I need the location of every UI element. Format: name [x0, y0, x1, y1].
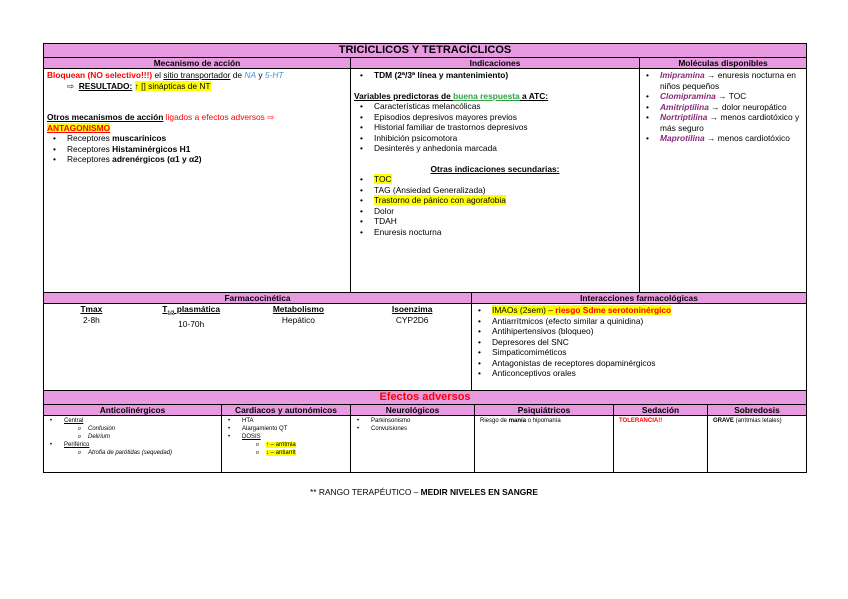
tmax-cell [44, 304, 139, 390]
adverse-body-row [44, 416, 806, 472]
metabolism-value: Hepático [281, 314, 315, 325]
molecule-item [640, 102, 803, 113]
receptor-name: Histaminérgicos H1 [112, 143, 191, 154]
predictor-text: Desinterés y anhedonia marcada [374, 143, 497, 153]
receptor-list [47, 133, 347, 165]
sedation-header: Sedación [614, 405, 708, 415]
other-indication-text: Trastorno de pánico con agorafobia [374, 195, 506, 205]
neuro-item-text: Convulsiones [371, 426, 408, 432]
interaction-item [472, 358, 803, 369]
predictor-item [354, 101, 636, 112]
footer-prefix: ** RANGO TERAPÉUTICO – [310, 487, 421, 497]
central-subitem-text: Delirium [88, 434, 111, 440]
receptor-prefix: Receptores [67, 154, 113, 164]
thalf-prefix: T [162, 304, 168, 314]
interaction-text: Anticonceptivos orales [492, 368, 576, 378]
molecules-column [640, 58, 806, 292]
molecule-name: Amitriptilina [660, 101, 709, 112]
mechanism-column [44, 58, 351, 292]
predictors-title-green: buena respuesta [453, 90, 520, 101]
overdose-header: Sobredosis [708, 405, 806, 415]
interaction-imao-a: IMAOs (2sem) – [492, 305, 556, 315]
arrow-right-icon: ⇨ [67, 80, 75, 91]
indications-column [351, 58, 640, 292]
cardiac-list [222, 417, 350, 433]
other-mechanisms-label: Otros mecanismos de acción [47, 112, 164, 122]
sedation-text: TOLERANCIA!! [619, 418, 663, 424]
dose-subitem-text: ↑ – arritmia [266, 442, 296, 448]
neuro-list [351, 417, 474, 433]
neuro-item [351, 425, 474, 433]
interaction-text: Antiarrítmicos (efecto similar a quinidina) [492, 315, 644, 326]
other-indication-item [354, 206, 636, 217]
main-indication-text: TDM (2ª/3ª línea y mantenimiento) [374, 70, 509, 80]
molecule-desc: → menos cardiotóxico [704, 133, 790, 143]
interaction-text: Antagonistas de receptores dopaminérgicos [492, 357, 656, 368]
receptor-item [47, 133, 347, 144]
table-title: TRICÍCLICOS Y TETRACÍCLICOS [44, 44, 806, 58]
other-indication-item [354, 195, 636, 206]
cardiac-cell [222, 416, 351, 472]
predictor-item [354, 133, 636, 144]
pk-header: Farmacocinética [44, 293, 471, 304]
molecules-body [640, 69, 806, 146]
adverse-headers-row [44, 405, 806, 416]
peripheral-sublist [72, 449, 182, 457]
neuro-item [351, 417, 474, 425]
pk-body [44, 304, 471, 390]
molecule-name: Nortriptilina [660, 112, 708, 122]
result-label: RESULTADO: [78, 80, 133, 91]
anticholinergic-header: Anticolinérgicos [44, 405, 222, 415]
peripheral-label: Periférico [64, 442, 90, 448]
mechanism-block-line [47, 70, 347, 81]
cardiac-item-text: HTA [242, 418, 254, 424]
predictor-list [354, 101, 636, 154]
pk-column [44, 293, 472, 390]
overdose-cell [708, 416, 806, 472]
dose-subitem [250, 449, 350, 457]
thalf-cell [139, 304, 244, 390]
molecule-name: Maprotilina [660, 133, 705, 143]
tmax-label: Tmax [80, 304, 103, 314]
interaction-item [472, 347, 803, 358]
dose-subitem-text: ↓ – antiarrit [266, 450, 296, 456]
result-line [47, 81, 347, 92]
predictor-item [354, 112, 636, 123]
other-indication-item [354, 227, 636, 238]
other-indication-text: Dolor [374, 205, 395, 216]
block-de-text: de [230, 70, 245, 80]
molecule-desc: → dolor neuropático [708, 101, 787, 112]
peripheral-subitem [72, 449, 182, 457]
molecule-list [640, 70, 803, 144]
molecule-item [640, 112, 803, 133]
antagonism-label: ANTAGONISMO [47, 122, 111, 133]
cardiac-item [222, 417, 350, 425]
dosis-item [222, 433, 350, 457]
mechanism-body [44, 69, 350, 292]
interaction-text: Depresores del SNC [492, 336, 569, 347]
molecule-item [640, 91, 803, 102]
cardiac-item-text: Alargamiento QT [242, 426, 288, 432]
central-label: Central [64, 418, 84, 424]
receptor-name: muscarínicos [112, 133, 167, 143]
molecule-item [640, 133, 803, 144]
psych-text-bold: manía [508, 418, 527, 424]
tmax-value: 2-8h [83, 314, 100, 325]
thalf-label [139, 304, 244, 319]
peripheral-subitem-text: Atrofia de parótidas (sequedad) [88, 450, 173, 456]
main-indication [354, 70, 636, 81]
predictor-text: Inhibición psicomotora [374, 132, 458, 143]
overdose-bold: GRAVE [713, 418, 734, 424]
anticholinergic-cell [44, 416, 222, 472]
section-pk-interactions [44, 293, 806, 391]
interactions-body [472, 304, 806, 381]
molecule-desc: → menos cardiotóxico y más seguro [660, 112, 800, 133]
other-indications-title-text: Otras indicaciones secundarias: [430, 163, 560, 174]
molecule-desc: → TOC [715, 91, 747, 101]
predictors-title-a: Variables predictoras de [354, 90, 454, 101]
interaction-imao-text [492, 305, 671, 315]
5ht-text: 5-HT [264, 70, 284, 80]
psych-text-a: Riesgo de [480, 418, 509, 424]
molecule-item [640, 70, 803, 91]
other-mechanisms-line [47, 112, 347, 123]
interactions-header: Interacciones farmacológicas [472, 293, 806, 304]
central-item [44, 417, 221, 441]
interactions-column [472, 293, 806, 390]
interaction-imao-b: riesgo Sdme serotoninérgico [555, 305, 672, 315]
isoenzyme-cell [353, 304, 471, 390]
receptor-item [47, 144, 347, 155]
interaction-item [472, 326, 803, 337]
neuro-header: Neurológicos [351, 405, 475, 415]
metabolism-label: Metabolismo [272, 304, 324, 314]
main-indication-list [354, 70, 636, 81]
interaction-item [472, 368, 803, 379]
psych-text-b: o hipomanía [526, 418, 561, 424]
predictor-text: Características melancólicas [374, 101, 481, 111]
interaction-imao [472, 305, 803, 316]
central-subitem-text: Confusión [88, 426, 116, 432]
indications-header: Indicaciones [351, 58, 639, 69]
footer-note [0, 487, 848, 498]
section-mechanism-indications [44, 58, 806, 293]
receptor-prefix: Receptores [67, 143, 113, 154]
result-text: ↑ [] sinápticas de NT [134, 80, 211, 91]
footer-bold: MEDIR NIVELES EN SANGRE [420, 487, 538, 497]
dosis-label: DOSIS [242, 434, 261, 440]
antagonism-line [47, 123, 347, 134]
receptor-item [47, 154, 347, 165]
thalf-value: 10-70h [178, 319, 205, 330]
predictors-title-b: a ATC: [519, 90, 549, 101]
na-text: NA [244, 70, 257, 80]
cardiac-item [222, 425, 350, 433]
neuro-item-text: Parkinsonismo [371, 418, 411, 424]
central-subitem [72, 425, 221, 433]
isoenzyme-value: CYP2D6 [395, 314, 429, 325]
central-sublist [72, 425, 221, 441]
other-indication-text: Enuresis nocturna [374, 226, 442, 237]
predictors-title [354, 91, 636, 102]
other-mechanisms-red: ligados a efectos adversos ⇨ [163, 112, 275, 122]
cardiac-header: Cardiacos y autonómicos [222, 405, 351, 415]
molecules-header: Moléculas disponibles [640, 58, 806, 69]
other-indication-text: TOC [374, 174, 392, 184]
anticholinergic-list [44, 417, 221, 457]
receptor-prefix: Receptores [67, 133, 113, 143]
interaction-item [472, 316, 803, 327]
predictor-text: Historial familiar de trastornos depresivos [374, 122, 528, 132]
predictor-text: Episodios depresivos mayores previos [374, 111, 517, 122]
block-red-text: Bloquean (NO selectivo!!!) [47, 70, 153, 80]
other-indication-text: TAG (Ansiedad Generalizada) [374, 184, 486, 195]
neuro-cell [351, 416, 475, 472]
other-indications-title [354, 164, 636, 175]
sedation-cell [614, 416, 708, 472]
central-subitem [72, 433, 221, 441]
block-site-text: sitio transportador [163, 70, 231, 80]
psych-cell [475, 416, 614, 472]
other-indication-item [354, 185, 636, 196]
interaction-item [472, 337, 803, 348]
indications-body [351, 69, 639, 292]
thalf-sub: 1/2 [167, 310, 175, 317]
dose-sublist [250, 441, 350, 457]
molecule-name: Imipramina [660, 70, 705, 80]
peripheral-item [44, 441, 221, 457]
drug-summary-table [43, 43, 807, 473]
predictor-item [354, 143, 636, 154]
other-indication-text: TDAH [374, 216, 397, 226]
other-indication-item [354, 216, 636, 227]
overdose-text: (arritmias letales) [733, 418, 782, 424]
interaction-text: Simpaticomiméticos [492, 347, 567, 357]
block-mid-text: el [152, 70, 164, 80]
molecule-name: Clomipramina [660, 91, 716, 101]
psych-header: Psiquiátricos [475, 405, 614, 415]
dose-subitem [250, 441, 350, 449]
predictor-item [354, 122, 636, 133]
block-y-text: y [256, 70, 265, 80]
thalf-label-text: plasmática [174, 304, 220, 314]
metabolism-cell [244, 304, 354, 390]
molecule-desc: → enuresis nocturna en niños pequeños [660, 70, 796, 91]
receptor-name: adrenérgicos (α1 y α2) [112, 154, 202, 164]
adverse-header: Efectos adversos [44, 391, 806, 405]
other-indication-item [354, 174, 636, 185]
other-indications-list [354, 174, 636, 237]
dosis-list [222, 433, 350, 457]
interactions-list [472, 305, 803, 379]
interaction-text: Antihipertensivos (bloqueo) [492, 326, 594, 336]
isoenzyme-label: Isoenzima [391, 304, 433, 314]
mechanism-header: Mecanismo de acción [44, 58, 350, 69]
